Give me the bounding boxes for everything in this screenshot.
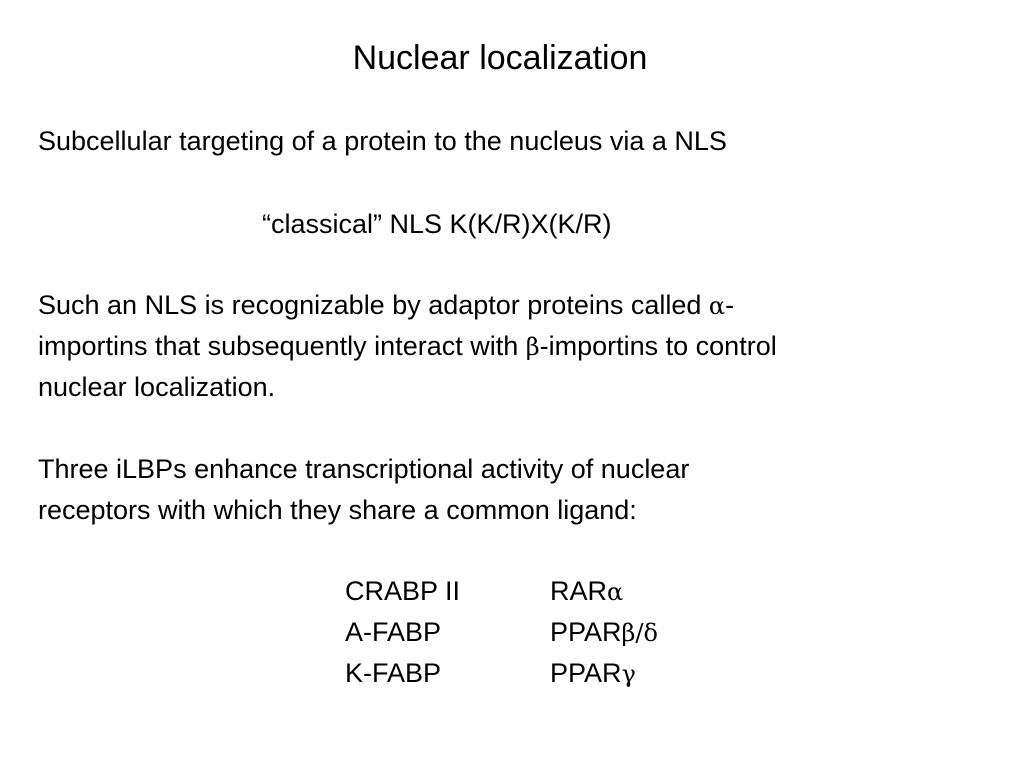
paragraph-text: importins that subsequently interact with	[38, 331, 526, 361]
receptor-name	[550, 571, 623, 612]
paragraph-line: Three iLBPs enhance transcriptional activity of nuclear	[38, 454, 690, 484]
pair-row	[345, 571, 623, 612]
protein-name: K-FABP	[345, 658, 442, 688]
paragraph-line: nuclear localization.	[38, 372, 276, 402]
pair-row	[345, 653, 636, 694]
paragraph-text: Such an NLS is recognizable by adaptor proteins called	[38, 290, 709, 320]
receptor-name	[550, 653, 636, 694]
receptor-greek: α	[607, 578, 624, 606]
receptor-greek: β/δ	[621, 619, 658, 647]
classical-nls-line: “classical” NLS K(K/R)X(K/R)	[262, 209, 612, 239]
protein-name: CRABP II	[345, 576, 461, 606]
paragraph-text: -	[725, 290, 735, 320]
receptor-base: PPAR	[550, 658, 622, 688]
alpha-symbol: α	[708, 292, 726, 320]
pair-row	[345, 612, 658, 653]
paragraph-line: receptors with which they share a common ligand:	[38, 495, 637, 525]
slide-title: Nuclear localization	[352, 39, 648, 77]
paragraph-text: -importins to control	[539, 331, 777, 361]
receptor-greek: γ	[621, 660, 636, 688]
beta-symbol: β	[525, 333, 540, 361]
receptor-name	[550, 612, 658, 653]
intro-line: Subcellular targeting of a protein to the nucleus via a NLS	[38, 126, 727, 156]
paragraph-line	[38, 285, 734, 326]
receptor-base: PPAR	[550, 617, 622, 647]
paragraph-line	[38, 326, 777, 367]
protein-name: A-FABP	[345, 617, 442, 647]
receptor-base: RAR	[550, 576, 608, 606]
